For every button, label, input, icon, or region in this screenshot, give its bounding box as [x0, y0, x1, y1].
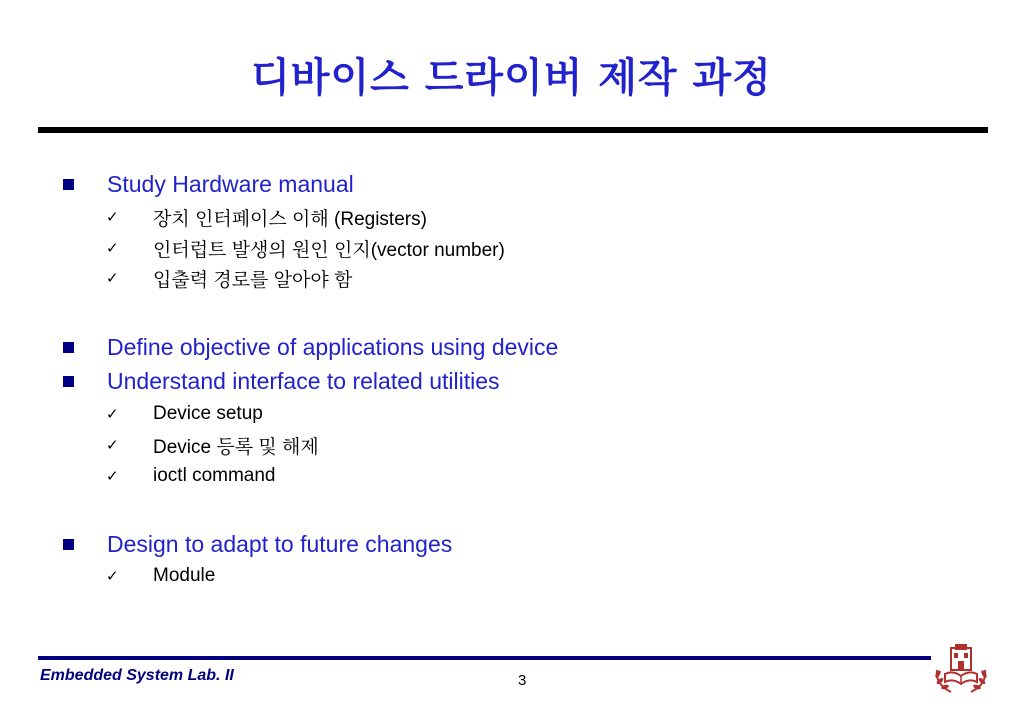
checkmark-icon: ✓: [106, 436, 119, 454]
sub-item-text: Module: [153, 565, 216, 586]
sub-item-text: 인터럽트 발생의 원인 인지(vector number): [153, 239, 505, 261]
square-bullet-icon: [63, 376, 74, 387]
sub-item: [106, 235, 505, 261]
sub-item-text: 장치 인터페이스 이해 (Registers): [153, 208, 427, 230]
footer-divider: [38, 656, 931, 660]
sub-item-text: 입출력 경로를 알아야 함: [153, 269, 353, 291]
bullet-text: Understand interface to related utilities: [107, 367, 500, 394]
sub-item: [106, 265, 352, 291]
page-number: 3: [518, 672, 527, 689]
bullet-text: Study Hardware manual: [107, 170, 354, 197]
slide-title: 디바이스 드라이버 제작 과정: [251, 55, 772, 101]
sub-item-text: Device 등록 및 해제: [153, 436, 319, 458]
checkmark-icon: ✓: [106, 208, 119, 226]
checkmark-icon: ✓: [106, 239, 119, 257]
bullet-item: [63, 529, 452, 559]
title-divider: [38, 127, 988, 133]
bullet-item: [63, 169, 354, 199]
footer-lab-name: Embedded System Lab. II: [40, 667, 234, 684]
bullet-text: Design to adapt to future changes: [107, 530, 453, 557]
bullet-text: Define objective of applications using device: [107, 333, 559, 360]
bullet-item: [63, 366, 500, 396]
sub-item-text: ioctl command: [153, 465, 276, 486]
university-emblem-icon: [931, 640, 991, 696]
bullet-item: [63, 332, 558, 362]
square-bullet-icon: [63, 342, 74, 353]
checkmark-icon: ✓: [106, 405, 119, 423]
sub-item: [106, 463, 276, 489]
square-bullet-icon: [63, 539, 74, 550]
sub-item-text: Device setup: [153, 403, 263, 424]
sub-item: [106, 204, 427, 230]
checkmark-icon: ✓: [106, 269, 119, 287]
sub-item: [106, 563, 215, 589]
sub-item: [106, 432, 319, 458]
checkmark-icon: ✓: [106, 567, 119, 585]
square-bullet-icon: [63, 179, 74, 190]
checkmark-icon: ✓: [106, 467, 119, 485]
sub-item: [106, 401, 263, 427]
